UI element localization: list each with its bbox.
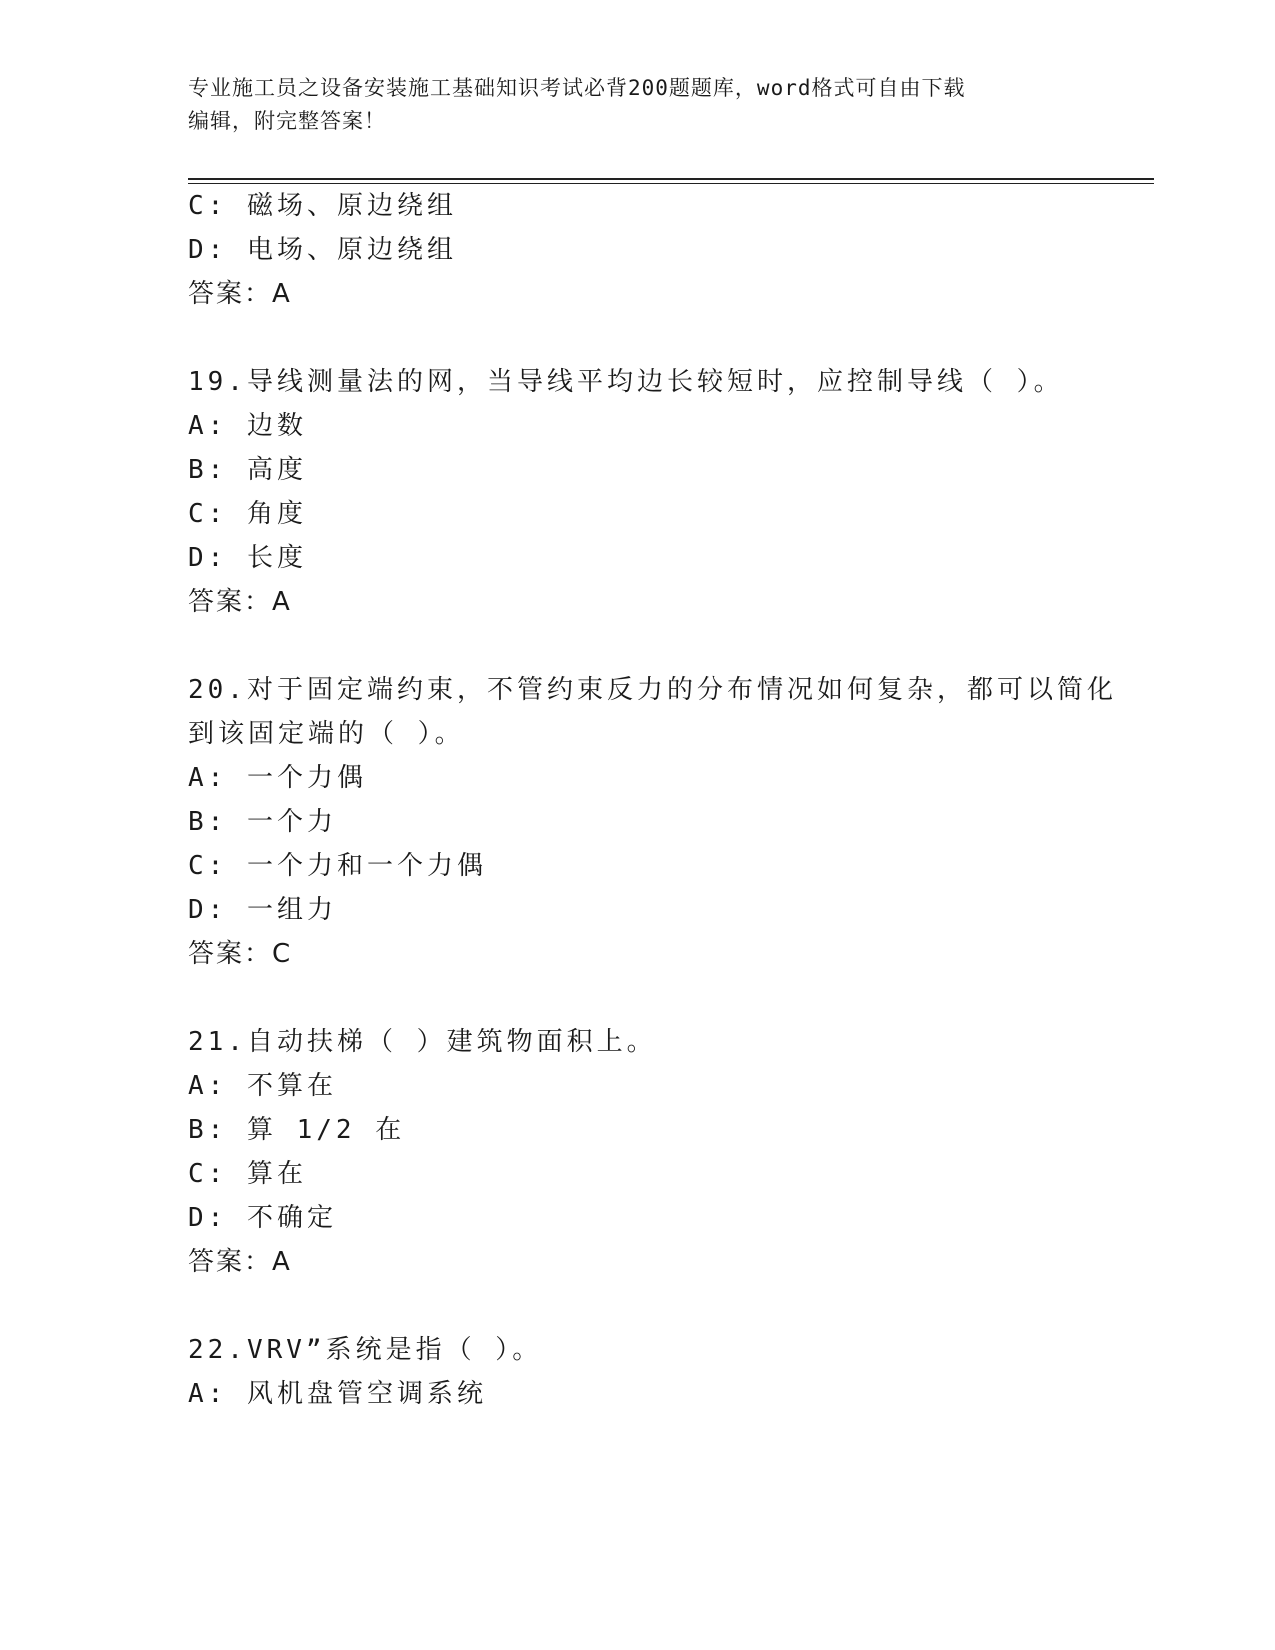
prev-option-c: C: 磁场、原边绕组 — [188, 191, 457, 221]
q20-answer: 答案：C — [188, 939, 293, 969]
q22-option-a: A: 风机盘管空调系统 — [188, 1379, 487, 1409]
prev-answer: 答案：A — [188, 279, 292, 309]
q19-answer: 答案：A — [188, 587, 292, 617]
q21-option-b: B: 算 1/2 在 — [188, 1115, 406, 1145]
document-header — [188, 72, 1088, 138]
q21-option-d: D: 不确定 — [188, 1203, 337, 1233]
q21-answer: 答案：A — [188, 1247, 292, 1277]
q21-question: 21.自动扶梯（ ）建筑物面积上。 — [188, 1027, 657, 1057]
header-divider-thick — [188, 178, 1154, 180]
q20-question-line-1: 20.对于固定端约束，不管约束反力的分布情况如何复杂，都可以简化 — [188, 675, 1117, 705]
header-line-2: 编辑，附完整答案！ — [188, 109, 386, 133]
prev-option-d: D: 电场、原边绕组 — [188, 235, 457, 265]
header-line-1: 专业施工员之设备安装施工基础知识考试必背200题题库，word格式可自由下载 — [188, 76, 966, 100]
q20-question-line-2: 到该固定端的（ ）。 — [188, 719, 465, 749]
q20-option-c: C: 一个力和一个力偶 — [188, 851, 487, 881]
q21-option-a: A: 不算在 — [188, 1071, 337, 1101]
q19-option-c: C: 角度 — [188, 499, 307, 529]
q21-option-c: C: 算在 — [188, 1159, 307, 1189]
q19-question: 19.导线测量法的网，当导线平均边长较短时，应控制导线（ ）。 — [188, 367, 1064, 397]
q19-option-b: B: 高度 — [188, 455, 307, 485]
q19-option-d: D: 长度 — [188, 543, 307, 573]
q22-question: 22.VRV”系统是指（ ）。 — [188, 1335, 543, 1365]
q19-option-a: A: 边数 — [188, 411, 307, 441]
header-divider-thin — [188, 183, 1154, 184]
q20-option-a: A: 一个力偶 — [188, 763, 367, 793]
q20-option-b: B: 一个力 — [188, 807, 337, 837]
q20-option-d: D: 一组力 — [188, 895, 337, 925]
